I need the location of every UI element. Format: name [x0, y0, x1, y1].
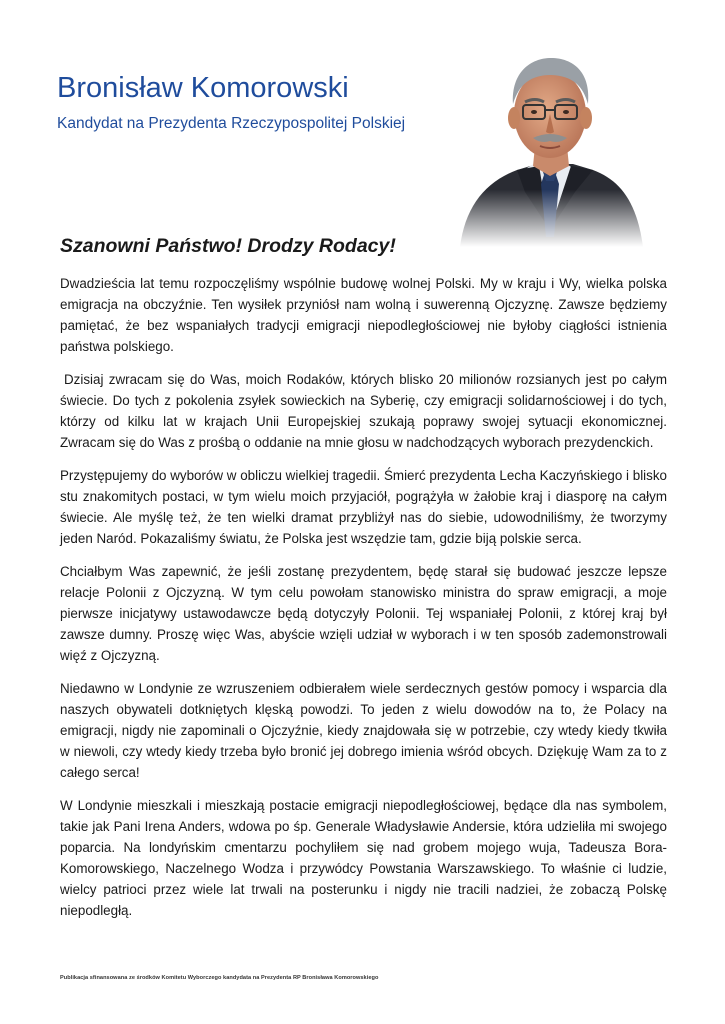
paragraph: Dwadzieścia lat temu rozpoczęliśmy wspólnie budowę wolnej Polski. My w kraju i Wy, wielka polska emigracja na obczyźnie. Ten wysiłek przyniósł nam wolną i suwerenną Ojczyznę. Zawsze będziemy pamiętać, że bez wspaniałych tradycji emigracji niepodległościowej nie byłoby ciągłości istnienia państwa polskiego. — [60, 276, 667, 354]
paragraph: Chciałbym Was zapewnić, że jeśli zostanę prezydentem, będę starał się budować jeszcze lepsze relacje Polonii z Ojczyzną. W tym celu powołam stanowisko ministra do spraw emigracji, a moje pierwsze inicjatywy ustawodawcze będą dotyczyły Polonii. Tej wspaniałej Polonii, z której kraj był zawsze dumny. Proszę więc Was, abyście wzięli udział w wyborach i w ten sposób zademonstrowali więź z Ojczyzną. — [60, 564, 667, 663]
header — [57, 74, 405, 132]
funding-disclaimer: Publikacja sfinansowana ze środków Komitetu Wyborczego kandydata na Prezydenta RP Bronisława Komorowskiego — [60, 975, 379, 981]
candidate-name: Bronisław Komorowski — [57, 72, 349, 104]
paragraph: Dzisiaj zwracam się do Was, moich Rodaków, których blisko 20 milionów rozsianych jest po całym świecie. Do tych z pokolenia zsyłek sowieckich na Syberię, czy emigracji solidarnościowej i do tych, którzy od kilku lat w krajach Unii Europejskiej szukają poprawy swojej sytuacji ekonomicznej. Zwracam się do Was z prośbą o oddanie na mnie głosu w nadchodzących wyborach prezydenckich. — [60, 372, 667, 450]
paragraph: Przystępujemy do wyborów w obliczu wielkiej tragedii. Śmierć prezydenta Lecha Kaczyńskiego i blisko stu znakomitych postaci, w tym wielu moich przyjaciół, pogrążyła w żałobie kraj i diasporę na całym świecie. Ale myślę też, że ten wielki dramat przybliżył nas do siebie, udowodniliśmy, że tworzymy jeden Naród. Pokazaliśmy światu, że Polska jest wszędzie tam, gdzie biją polskie serca. — [60, 468, 667, 546]
letter-body — [60, 273, 667, 933]
greeting-heading: Szanowni Państwo! Drodzy Rodacy! — [60, 235, 396, 257]
paragraph: Niedawno w Londynie ze wzruszeniem odbierałem wiele serdecznych gestów pomocy i wsparcia dla naszych obywateli dotkniętych klęską powodzi. To jeden z wielu dowodów na to, że Polacy na emigracji, nigdy nie zapominali o Ojczyźnie, kiedy znajdowała się w potrzebie, czy wtedy kiedy tkwiła w niewoli, czy wtedy kiedy trzeba było bronić jej dobrego imienia wśród obcych. Dziękuję Wam za to z całego serca! — [60, 681, 667, 780]
candidate-portrait — [455, 42, 645, 247]
candidate-subtitle: Kandydat na Prezydenta Rzeczypospolitej Polskiej — [57, 115, 406, 132]
paragraph: W Londynie mieszkali i mieszkają postacie emigracji niepodległościowej, będące dla nas symbolem, takie jak Pani Irena Anders, wdowa po śp. Generale Władysławie Andersie, która udzieliła mi swojego poparcia. Na londyńskim cmentarzu pochyliłem się nad grobem mojego wuja, Tadeusza Bora-Komorowskiego, Naczelnego Wodza i przywódcy Powstania Warszawskiego. To właśnie ci ludzie, wielcy patrioci przez wiele lat trwali na posterunku i nigdy nie tracili nadziei, że zobaczą Polskę niepodległą. — [60, 798, 667, 918]
